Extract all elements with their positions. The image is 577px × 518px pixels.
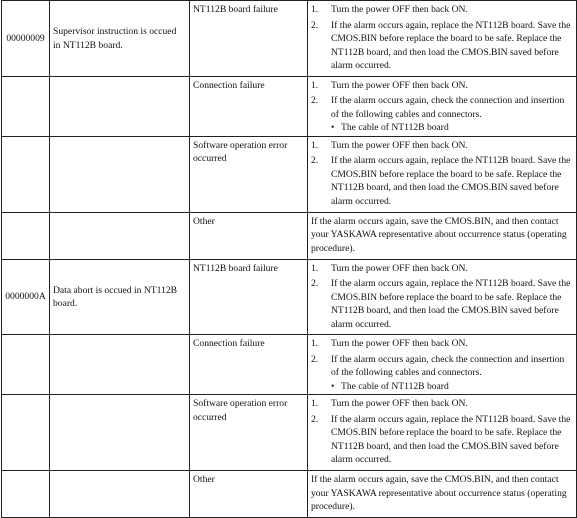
code-cell-empty <box>2 471 50 518</box>
remedy-cell <box>308 335 577 395</box>
bullet-mark: • <box>331 380 335 392</box>
step-number: 2. <box>311 278 319 289</box>
step-number: 1. <box>311 139 319 151</box>
bullet-text: The cable of NT112B board <box>341 380 449 392</box>
remedy-step <box>311 262 573 276</box>
step-text: Turn the power OFF then back ON. <box>331 398 468 409</box>
cause-cell: NT112B board failure <box>190 259 308 335</box>
message-cell-empty <box>50 136 190 212</box>
step-text: Turn the power OFF then back ON. <box>331 338 468 349</box>
table-row <box>2 335 577 395</box>
message-cell-empty <box>50 76 190 136</box>
message-cell-empty <box>50 395 190 471</box>
step-text: If the alarm occurs again, check the connection and insertion of the following cables and connectors. <box>331 95 565 120</box>
remedy-step <box>311 79 573 93</box>
step-number: 2. <box>311 413 319 425</box>
step-text: Turn the power OFF then back ON. <box>331 262 468 274</box>
remedy-bullet <box>311 380 573 394</box>
step-text: Turn the power OFF then back ON. <box>331 4 468 15</box>
step-text: If the alarm occurs again, replace the NT112B board. Save the CMOS.BIN before replace the board to be safe. Replace the NT112B board, and then load the CMOS.BIN saved before alarm occurred. <box>331 19 571 71</box>
table-row <box>2 136 577 212</box>
alarm-message: Data abort is occued in NT112B board. <box>50 259 190 335</box>
code-cell-empty <box>2 76 50 136</box>
remedy-bullet <box>311 121 573 135</box>
alarm-code: 0000000A <box>2 259 50 335</box>
remedy-step <box>311 353 573 380</box>
table-row <box>2 259 577 335</box>
step-text: Turn the power OFF then back ON. <box>331 79 468 91</box>
alarm-code: 00000009 <box>2 1 50 77</box>
code-cell-empty <box>2 136 50 212</box>
bullet-mark: • <box>331 122 335 133</box>
step-number: 2. <box>311 155 319 166</box>
step-number: 1. <box>311 262 319 274</box>
remedy-step <box>311 413 573 467</box>
step-text: Turn the power OFF then back ON. <box>331 139 468 151</box>
step-number: 1. <box>311 338 319 349</box>
step-text: If the alarm occurs again, replace the NT112B board. Save the CMOS.BIN before replace the board to be safe. Replace the NT112B board, and then load the CMOS.BIN saved before alarm occurred. <box>331 278 571 330</box>
alarm-table <box>1 0 577 518</box>
step-text: If the alarm occurs again, replace the NT112B board. Save the CMOS.BIN before replace the board to be safe. Replace the NT112B board, and then load the CMOS.BIN saved before alarm occurred. <box>331 155 571 207</box>
step-text: If the alarm occurs again, check the connection and insertion of the following cables and connectors. <box>331 353 565 378</box>
remedy-step <box>311 94 573 121</box>
cause-cell: Software operation error occurred <box>190 136 308 212</box>
code-cell-empty <box>2 212 50 259</box>
code-cell-empty <box>2 335 50 395</box>
step-text: If the alarm occurs again, replace the NT112B board. Save the CMOS.BIN before replace the board to be safe. Replace the NT112B board, and then load the CMOS.BIN saved before alarm occurred. <box>331 413 571 465</box>
code-cell-empty <box>2 395 50 471</box>
step-number: 2. <box>311 19 319 31</box>
table-row <box>2 471 577 518</box>
cause-cell: Connection failure <box>190 76 308 136</box>
step-number: 2. <box>311 95 319 106</box>
remedy-text: If the alarm occurs again, save the CMOS.BIN, and then contact your YASKAWA representative about occurrence status (operating procedure). <box>311 215 567 254</box>
table-row <box>2 212 577 259</box>
remedy-cell <box>308 471 577 518</box>
bullet-text: The cable of NT112B board <box>341 122 449 133</box>
cause-cell: Software operation error occurred <box>190 395 308 471</box>
remedy-step <box>311 19 573 73</box>
step-number: 1. <box>311 79 319 91</box>
remedy-step <box>311 139 573 153</box>
cause-cell: Other <box>190 471 308 518</box>
message-cell-empty <box>50 335 190 395</box>
remedy-step <box>311 3 573 17</box>
step-number: 2. <box>311 353 319 365</box>
step-number: 1. <box>311 398 319 409</box>
step-number: 1. <box>311 4 319 15</box>
remedy-cell <box>308 212 577 259</box>
cause-cell: Other <box>190 212 308 259</box>
table-row <box>2 395 577 471</box>
alarm-message: Supervisor instruction is occued in NT112B board. <box>50 1 190 77</box>
table-row <box>2 1 577 77</box>
table-row <box>2 76 577 136</box>
remedy-cell <box>308 395 577 471</box>
remedy-cell <box>308 259 577 335</box>
remedy-step <box>311 277 573 331</box>
cause-cell: NT112B board failure <box>190 1 308 77</box>
remedy-cell <box>308 136 577 212</box>
remedy-text: If the alarm occurs again, save the CMOS.BIN, and then contact your YASKAWA representative about occurrence status (operating procedure). <box>311 474 567 512</box>
remedy-step <box>311 154 573 208</box>
remedy-step <box>311 397 573 411</box>
message-cell-empty <box>50 212 190 259</box>
remedy-cell <box>308 76 577 136</box>
remedy-step <box>311 337 573 351</box>
remedy-cell <box>308 1 577 77</box>
cause-cell: Connection failure <box>190 335 308 395</box>
message-cell-empty <box>50 471 190 518</box>
